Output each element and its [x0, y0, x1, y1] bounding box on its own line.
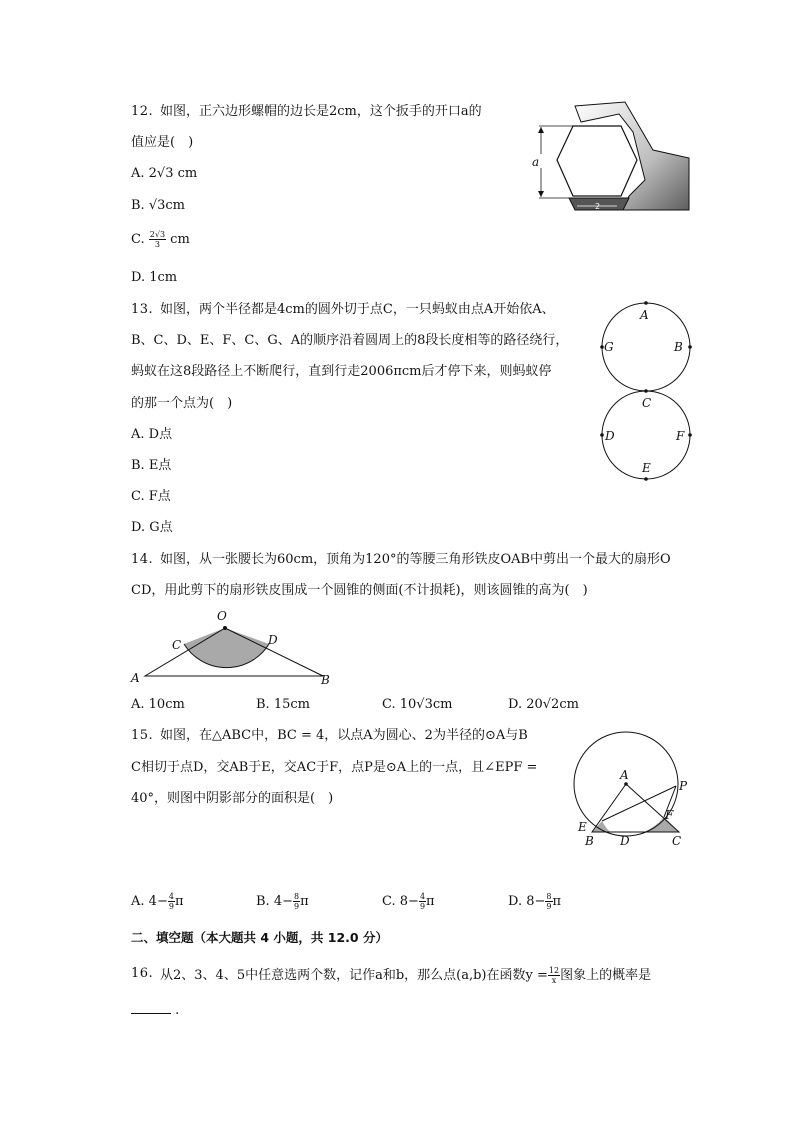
label-F: F: [676, 429, 685, 443]
q12-option-d: D. 1cm: [131, 270, 178, 285]
shaded-sector: [184, 628, 269, 668]
label-D: D: [268, 633, 278, 647]
q15-option-d-lead: 8−: [526, 894, 546, 909]
q15-option-b-denominator: 9: [294, 902, 300, 911]
q15-stem-line2: C相切于点D，交AB于E，交AC于F，点P是⊙A上的一点，且∠EPF =: [131, 760, 538, 775]
q15-option-c-fraction: [419, 892, 426, 911]
q16-fraction-denominator: x: [551, 976, 557, 985]
q16-number: 16.: [131, 966, 154, 981]
q16-stem-line1: [160, 966, 651, 985]
q15-option-d-numerator: 8: [546, 892, 552, 901]
q14-option-a: A. 10cm: [131, 697, 185, 712]
q12-option-c-numerator: 2√3: [149, 230, 166, 239]
label-C: C: [642, 396, 652, 410]
q15-option-d-label: D.: [508, 894, 523, 909]
q13-option-b: B. E点: [131, 458, 172, 473]
q15-option-a-label: A.: [131, 894, 145, 909]
q16-fraction: [548, 966, 560, 985]
q16-stem-text-a: 从2、3、4、5中任意选两个数，记作a和b，那么点(a,b)在函数y =: [160, 968, 548, 983]
q12-option-b: B. √3cm: [131, 198, 185, 213]
label-2: 2: [595, 202, 601, 211]
q15-option-a-numerator: 4: [168, 892, 174, 901]
q15-option-c: [382, 892, 435, 911]
q15-option-c-lead: 8−: [399, 894, 419, 909]
q16-answer-line: [131, 1003, 179, 1019]
q15-option-b-label: B.: [256, 894, 270, 909]
hexagon-nut: [557, 126, 637, 196]
label-C: C: [672, 834, 682, 848]
q15-option-d: [508, 892, 561, 911]
q16-answer-blank[interactable]: [131, 1003, 171, 1014]
q14-option-d: D. 20√2cm: [508, 697, 579, 712]
q14-stem-line1: 如图，从一张腰长为60cm，顶角为120°的等腰三角形铁皮OAB中剪出一个最大的扇形O: [160, 552, 671, 567]
q14-number: 14.: [131, 552, 154, 567]
point-o-dot: [223, 626, 227, 630]
dim-arrowhead-bottom: [538, 191, 544, 197]
q15-option-b: [256, 892, 309, 911]
shaded-region-left: [592, 821, 610, 832]
q15-option-a-lead: 4−: [148, 894, 168, 909]
q12-option-c-fraction: [149, 230, 166, 249]
q14-option-c: C. 10√3cm: [382, 697, 453, 712]
label-A: A: [131, 671, 140, 685]
dim-arrowhead-top: [538, 127, 544, 133]
q13-stem-line1: 如图，两个半径都是4cm的圆外切于点C，一只蚂蚁由点A开始依A、: [160, 302, 555, 317]
label-A: A: [620, 768, 629, 782]
q13-stem-line4: 的那一个点为( ): [131, 396, 233, 411]
point-a-dot: [624, 782, 628, 786]
q15-stem-line3: 40°，则图中阴影部分的面积是( ): [131, 791, 334, 806]
q12-number: 12.: [131, 104, 154, 119]
q15-option-b-lead: 4−: [273, 894, 293, 909]
label-F: F: [665, 808, 674, 822]
point-b-dot: [688, 345, 692, 349]
q15-option-b-pi: π: [300, 894, 309, 909]
q15-option-d-fraction: [545, 892, 552, 911]
q15-option-a-fraction: [168, 892, 175, 911]
section-heading-fill-in: 二、填空题（本大题共 4 小题，共 12.0 分）: [131, 930, 388, 945]
q15-option-a-denominator: 9: [168, 902, 174, 911]
label-C: C: [172, 638, 182, 652]
q15-option-b-numerator: 8: [294, 892, 300, 901]
point-f-dot: [688, 433, 692, 437]
q12-stem-line2: 值应是( ): [131, 135, 194, 150]
q13-option-d: D. G点: [131, 520, 173, 535]
label-B: B: [585, 834, 594, 848]
q15-circle-triangle-figure: [572, 728, 702, 852]
q15-stem-line1: 如图，在△ABC中，BC = 4，以点A为圆心、2为半径的⊙A与B: [160, 728, 528, 743]
q16-period: .: [175, 1003, 180, 1018]
q12-option-c: [131, 230, 190, 249]
q15-option-a: [131, 892, 183, 911]
q13-option-a: A. D点: [131, 427, 173, 442]
q15-number: 15.: [131, 728, 154, 743]
q14-stem-line2: CD，用此剪下的扇形铁皮围成一个圆锥的侧面(不计损耗)，则该圆锥的高为( ): [131, 583, 588, 598]
q13-option-c: C. F点: [131, 489, 171, 504]
q15-option-c-label: C.: [382, 894, 396, 909]
q15-option-d-denominator: 9: [546, 902, 552, 911]
label-E: E: [642, 461, 651, 475]
q15-option-d-pi: π: [552, 894, 562, 909]
q16-fraction-numerator: 12: [548, 966, 560, 975]
q15-option-c-pi: π: [426, 894, 435, 909]
q15-option-c-numerator: 4: [419, 892, 426, 901]
q12-option-c-denominator: 3: [154, 240, 160, 249]
label-a: a: [532, 155, 540, 169]
q14-sector-figure: [127, 606, 337, 688]
label-B: B: [321, 673, 330, 687]
q15-option-c-denominator: 9: [419, 902, 426, 911]
q12-wrench-figure: [525, 100, 695, 220]
q13-circles-figure: [592, 298, 702, 488]
q12-stem-line1: 如图，正六边形螺帽的边长是2cm，这个扳手的开口a的: [160, 104, 482, 119]
q13-stem-line3: 蚂蚁在这8段路径上不断爬行，直到行走2006πcm后才停下来，则蚂蚁停: [131, 364, 552, 379]
q13-number: 13.: [131, 302, 154, 317]
label-D: D: [620, 834, 630, 848]
q12-option-a: A. 2√3 cm: [131, 166, 198, 181]
label-P: P: [679, 779, 688, 793]
q12-option-c-label: C.: [131, 232, 149, 247]
q15-option-a-pi: π: [174, 894, 184, 909]
point-e-dot: [644, 477, 648, 481]
point-c-dot: [644, 389, 648, 393]
label-A: A: [640, 308, 649, 322]
q12-option-c-unit: cm: [170, 232, 190, 247]
label-O: O: [217, 609, 227, 623]
label-G: G: [604, 340, 614, 354]
label-E: E: [578, 820, 587, 834]
point-d-dot: [600, 433, 604, 437]
label-B: B: [674, 340, 683, 354]
shaded-region-right: [644, 817, 679, 832]
q14-option-b: B. 15cm: [256, 697, 310, 712]
q13-stem-line2: B、C、D、E、F、C、G、A的顺序沿着圆周上的8段长度相等的路径绕行，: [131, 333, 569, 348]
point-a-dot: [644, 301, 648, 305]
label-D: D: [605, 429, 615, 443]
q16-stem-text-b: 图象上的概率是: [560, 968, 652, 983]
